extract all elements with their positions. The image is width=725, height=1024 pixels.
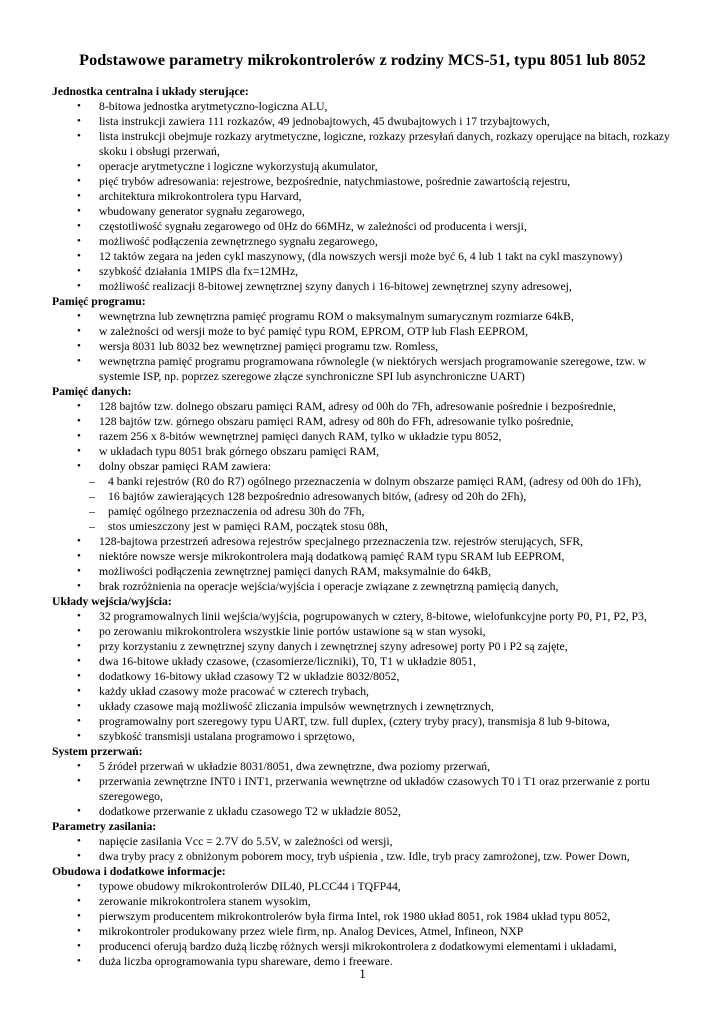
list-item: • możliwości podłączenia zewnętrznej pamięci danych RAM, maksymalnie do 64kB,	[52, 564, 672, 579]
list-item: • dwa 16-bitowe układy czasowe, (czasomierze/liczniki), T0, T1 w układzie 8051,	[52, 654, 672, 669]
list-item: • dodatkowy 16-bitowy układ czasowy T2 w układzie 8032/8052,	[52, 669, 672, 684]
list-item: • 128 bajtów tzw. górnego obszaru pamięci RAM, adresy od 80h do FFh, adresowanie tylko pośrednie,	[52, 414, 672, 429]
list-item: • napięcie zasilania Vcc = 2.7V do 5.5V, w zależności od wersji,	[52, 834, 672, 849]
list-item: • pierwszym producentem mikrokontrolerów była firma Intel, rok 1980 układ 8051, rok 1984 układ typu 8052,	[52, 909, 672, 924]
list-item: • możliwość realizacji 8-bitowej zewnętrznej szyny danych i 16-bitowej zewnętrznej szyny adresowej,	[52, 279, 672, 294]
section-heading: Pamięć programu:	[52, 295, 146, 308]
list-item: • przy korzystaniu z zewnętrznej szyny danych i zewnętrznej szyny adresowej porty P0 i P2 są zajęte,	[52, 639, 672, 654]
list-item: • zerowanie mikrokontrolera stanem wysokim,	[52, 894, 672, 909]
document-body	[52, 84, 672, 969]
list-item: – 16 bajtów zawierających 128 bezpośrednio adresowanych bitów, (adresy od 20h do 2Fh),	[52, 489, 672, 504]
list-item: • po zerowaniu mikrokontrolera wszystkie linie portów ustawione są w stan wysoki,	[52, 624, 672, 639]
list-item: • lista instrukcji zawiera 111 rozkazów, 49 jednobajtowych, 45 dwubajtowych i 17 trzybajtowych,	[52, 114, 672, 129]
list-item: • 128-bajtowa przestrzeń adresowa rejestrów specjalnego przeznaczenia tzw. rejestrów sterujących, SFR,	[52, 534, 672, 549]
list-item: • szybkość transmisji ustalana programowo i sprzętowo,	[52, 729, 672, 744]
bullet-list	[52, 534, 672, 594]
list-item: • architektura mikrokontrolera typu Harvard,	[52, 189, 672, 204]
list-item: • układy czasowe mają możliwość zliczania impulsów wewnętrznych i zewnętrznych,	[52, 699, 672, 714]
page-title: Podstawowe parametry mikrokontrolerów z rodziny MCS-51, typu 8051 lub 8052	[79, 51, 646, 69]
list-item: • szybkość działania 1MIPS dla fx=12MHz,	[52, 264, 672, 279]
list-item: • razem 256 x 8-bitów wewnętrznej pamięci danych RAM, tylko w układzie typu 8052,	[52, 429, 672, 444]
bullet-list	[52, 879, 672, 969]
section-heading: Pamięć danych:	[52, 385, 132, 398]
list-item: • duża liczba oprogramowania typu shareware, demo i freeware.	[52, 954, 672, 969]
list-item: • przerwania zewnętrzne INT0 i INT1, przerwania wewnętrzne od układów czasowych T0 i T1 oraz przerwanie z portu szeregowego,	[52, 774, 672, 804]
bullet-list	[52, 309, 672, 384]
list-item: • producenci oferują bardzo dużą liczbę różnych wersji mikrokontrolera z dodatkowymi elementami i układami,	[52, 939, 672, 954]
list-item: • dolny obszar pamięci RAM zawiera:	[52, 459, 672, 474]
section-heading: Układy wejścia/wyjścia:	[52, 595, 172, 608]
list-item: • wbudowany generator sygnału zegarowego,	[52, 204, 672, 219]
list-item: • 5 źródeł przerwań w układzie 8031/8051, dwa zewnętrzne, dwa poziomy przerwań,	[52, 759, 672, 774]
section-heading: System przerwań:	[52, 745, 143, 758]
section-heading: Obudowa i dodatkowe informacje:	[52, 865, 226, 878]
list-item: • 12 taktów zegara na jeden cykl maszynowy, (dla nowszych wersji może być 6, 4 lub 1 takt na cykl maszynowy)	[52, 249, 672, 264]
bullet-list	[52, 834, 672, 864]
list-item: • dodatkowe przerwanie z układu czasowego T2 w układzie 8052,	[52, 804, 672, 819]
list-item: • pięć trybów adresowania: rejestrowe, bezpośrednie, natychmiastowe, pośrednie zawartością rejestru,	[52, 174, 672, 189]
bullet-list	[52, 759, 672, 819]
list-item: • operacje arytmetyczne i logiczne wykorzystują akumulator,	[52, 159, 672, 174]
list-item: • wewnętrzna pamięć programu programowana równolegle (w niektórych wersjach programowanie szeregowe, tzw. w systemie ISP, np. poprzez szeregowe złącze synchroniczne SPI lub asynchroniczne UART)	[52, 354, 672, 384]
list-item: • lista instrukcji obejmuje rozkazy arytmetyczne, logiczne, rozkazy przesyłań danych, rozkazy operujące na bitach, rozkazy skoku i obsługi przerwań,	[52, 129, 672, 159]
section-heading: Parametry zasilania:	[52, 820, 157, 833]
list-item: • niektóre nowsze wersje mikrokontrolera mają dodatkową pamięć RAM typu SRAM lub EEPROM,	[52, 549, 672, 564]
page-number: 1	[359, 966, 366, 981]
list-item: • 8-bitowa jednostka arytmetyczno-logiczna ALU,	[52, 99, 672, 114]
list-item: • dwa tryby pracy z obniżonym poborem mocy, tryb uśpienia , tzw. Idle, tryb pracy zamrożonej, tzw. Power Down,	[52, 849, 672, 864]
list-item: • typowe obudowy mikrokontrolerów DIL40, PLCC44 i TQFP44,	[52, 879, 672, 894]
bullet-list	[52, 99, 672, 294]
list-item: • w układach typu 8051 brak górnego obszaru pamięci RAM,	[52, 444, 672, 459]
list-item: • w zależności od wersji może to być pamięć typu ROM, EPROM, OTP lub Flash EEPROM,	[52, 324, 672, 339]
section-heading: Jednostka centralna i układy sterujące:	[52, 85, 249, 98]
list-item: – 4 banki rejestrów (R0 do R7) ogólnego przeznaczenia w dolnym obszarze pamięci RAM, (adresy od 00h do 1Fh),	[52, 474, 672, 489]
list-item: • wewnętrzna lub zewnętrzna pamięć programu ROM o maksymalnym sumarycznym rozmiarze 64kB,	[52, 309, 672, 324]
bullet-list	[52, 399, 672, 474]
list-item: • programowalny port szeregowy typu UART, tzw. full duplex, (cztery tryby pracy), transmisja 8 lub 9-bitowa,	[52, 714, 672, 729]
list-item: • częstotliwość sygnału zegarowego od 0Hz do 66MHz, w zależności od producenta i wersji,	[52, 219, 672, 234]
list-item: • 32 programowalnych linii wejścia/wyjścia, pogrupowanych w cztery, 8-bitowe, wielofunkcyjne porty P0, P1, P2, P3,	[52, 609, 672, 624]
list-item: – stos umieszczony jest w pamięci RAM, początek stosu 08h,	[52, 519, 672, 534]
list-item: • wersja 8031 lub 8032 bez wewnętrznej pamięci programu tzw. Romless,	[52, 339, 672, 354]
list-item: • mikrokontroler produkowany przez wiele firm, np. Analog Devices, Atmel, Infineon, NXP	[52, 924, 672, 939]
list-item: • brak rozróżnienia na operacje wejścia/wyjścia i operacje związane z zewnętrzną pamięcią danych,	[52, 579, 672, 594]
list-item: – pamięć ogólnego przeznaczenia od adresu 30h do 7Fh,	[52, 504, 672, 519]
list-item: • możliwość podłączenia zewnętrznego sygnału zegarowego,	[52, 234, 672, 249]
list-item: • każdy układ czasowy może pracować w czterech trybach,	[52, 684, 672, 699]
list-item: • 128 bajtów tzw. dolnego obszaru pamięci RAM, adresy od 00h do 7Fh, adresowanie pośrednie i bezpośrednie,	[52, 399, 672, 414]
bullet-list	[52, 609, 672, 744]
dash-list	[52, 474, 672, 534]
